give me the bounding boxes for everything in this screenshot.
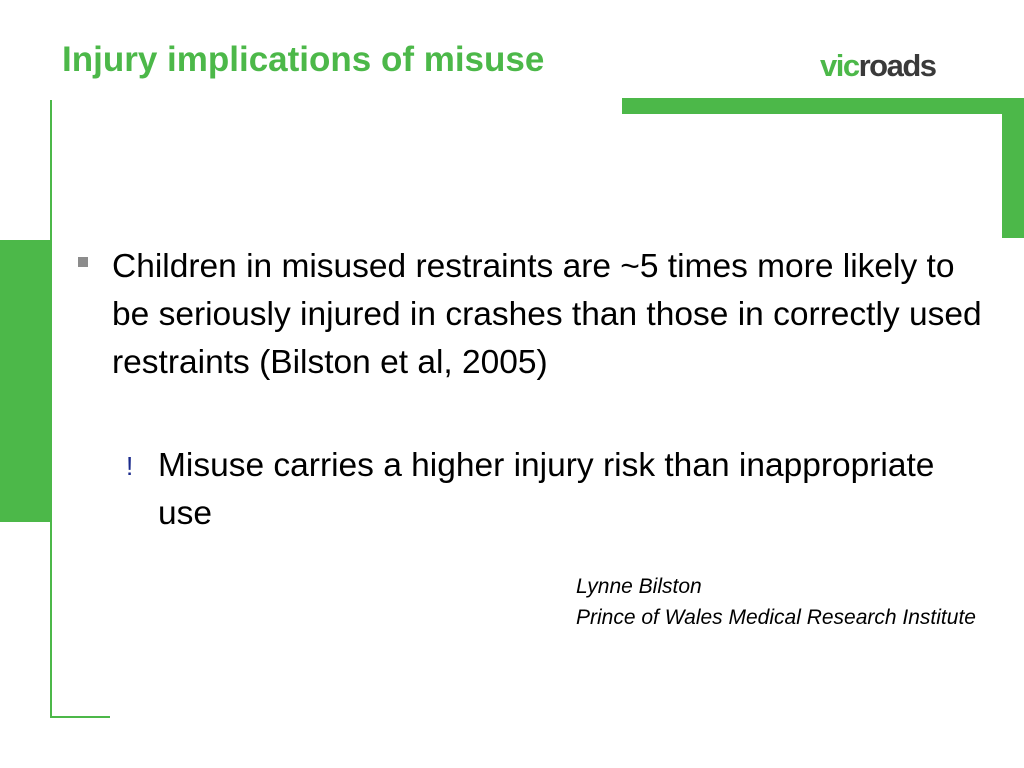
attribution <box>576 571 996 633</box>
logo-vic-text: vic <box>820 48 859 83</box>
logo-roads-text: roads <box>858 48 936 83</box>
sub-bullet-marker: ! <box>126 451 134 481</box>
square-bullet-icon <box>78 257 88 267</box>
attribution-name: Lynne Bilston <box>576 575 702 598</box>
sub-bullet-item <box>126 442 946 538</box>
decorative-green-bar-right <box>1002 98 1024 238</box>
decorative-green-bar-top <box>622 98 1024 114</box>
decorative-thin-line-left <box>50 100 52 718</box>
attribution-affiliation: Prince of Wales Medical Research Institute <box>576 606 976 629</box>
vicroads-logo <box>820 50 936 81</box>
slide-title: Injury implications of misuse <box>62 40 545 79</box>
decorative-thin-line-bottom <box>50 716 110 718</box>
bullet-text: Children in misused restraints are ~5 times more likely to be seriously injured in crashes than those in correctly used restraints (Bilston et al, 2005) <box>112 248 982 381</box>
bullet-item <box>78 243 983 387</box>
decorative-green-bar-left <box>0 240 50 522</box>
sub-bullet-text: Misuse carries a higher injury risk than inappropriate use <box>158 447 935 532</box>
